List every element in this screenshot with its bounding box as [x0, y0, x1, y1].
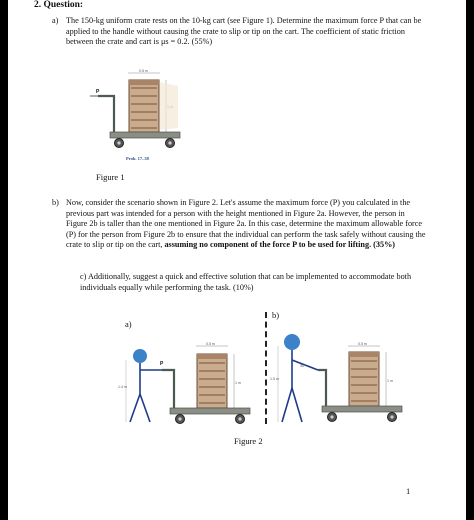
part-b-text: Now, consider the scenario shown in Figure 2. Let's assume the maximum force (P) you calculated in the previous part was intended for a person with the height mentioned in Figure 2a. However, the person in Figure 2b is taller than the one mentioned in Figure 2a. In this case, determine the maximum allowable force (P) for the person from Figure 2b to ensure that the individual can perform the task safely without causing the crate to slip or tip on the cart,	[66, 198, 426, 250]
part-b-letter: b)	[52, 198, 59, 207]
fig1-wheel-right-hub	[168, 141, 171, 144]
fig2b-wheel-right-hub	[390, 415, 393, 418]
figure-1	[86, 68, 196, 168]
fig2b-height-label: 1 m	[387, 379, 393, 383]
fig2a-crate-top	[197, 354, 227, 359]
fig1-cart-handle	[98, 96, 114, 132]
fig2b-cart-deck	[322, 406, 402, 412]
part-b-paragraph	[52, 198, 426, 251]
fig2a-cart-deck	[170, 408, 250, 414]
fig2b-cart-handle	[318, 370, 326, 406]
fig1-wheel-left-hub	[117, 141, 120, 144]
fig2a-cart-handle	[162, 370, 174, 408]
fig2a-crate	[197, 354, 227, 408]
fig1-prob-label: Prob. 17–38	[126, 156, 149, 161]
part-b-bold-text: assuming no component of the force P to be used for lifting. (35%)	[164, 240, 395, 250]
fig2b-angle-label: 30°	[300, 364, 306, 368]
figure-2-divider	[265, 312, 267, 424]
fig1-crate-top	[129, 80, 159, 85]
fig2b-crate	[349, 352, 379, 406]
figure-2-caption: Figure 2	[234, 436, 263, 446]
part-a-letter: a)	[52, 16, 59, 25]
part-c-paragraph: c) Additionally, suggest a quick and effective solution that can be implemented to accommodate both individuals equally while performing the task. (10%)	[80, 272, 412, 292]
fig2a-person-height: 1.4 m	[118, 385, 127, 389]
fig2a-person-head	[133, 349, 147, 363]
fig2b-person-height: 1.5 m	[270, 377, 279, 381]
figure-1-caption: Figure 1	[96, 172, 125, 182]
page-number: 1	[406, 486, 411, 496]
fig2b-person-head	[284, 334, 300, 350]
fig2a-person-body	[130, 363, 162, 422]
fig1-force-label: P	[96, 89, 100, 95]
fig1-shadow	[160, 82, 178, 130]
document-page	[8, 0, 466, 520]
question-number: 2.	[34, 0, 42, 10]
fig1-width-label: 0.5 m	[139, 69, 148, 73]
fig2a-height-label: 1 m	[235, 381, 241, 385]
fig2a-wheel-right-hub	[238, 417, 241, 420]
fig2b-width-label: 0.5 m	[358, 342, 367, 346]
figure-2b-label: b)	[272, 310, 280, 320]
fig1-cart-deck	[110, 132, 180, 138]
figure-2a-label: a)	[125, 319, 132, 329]
question-heading	[34, 0, 83, 10]
fig2b-wheel-left-hub	[330, 415, 333, 418]
fig2a-force-label: P	[160, 361, 164, 367]
figure-2a	[118, 330, 258, 430]
question-label: Question:	[43, 0, 84, 10]
figure-2b	[270, 324, 412, 428]
fig2a-width-label: 0.5 m	[206, 342, 215, 346]
fig2b-person-body	[282, 350, 318, 422]
part-a-paragraph	[52, 16, 426, 48]
fig2b-crate-top	[349, 352, 379, 357]
part-a-text: The 150-kg uniform crate rests on the 10-kg cart (see Figure 1). Determine the maximum force P that can be applied to the handle without causing the crate to slip or tip on the cart. The coefficient of static friction between the crate and cart is μs = 0.2. (55%)	[66, 16, 422, 47]
fig2a-wheel-left-hub	[178, 417, 181, 420]
